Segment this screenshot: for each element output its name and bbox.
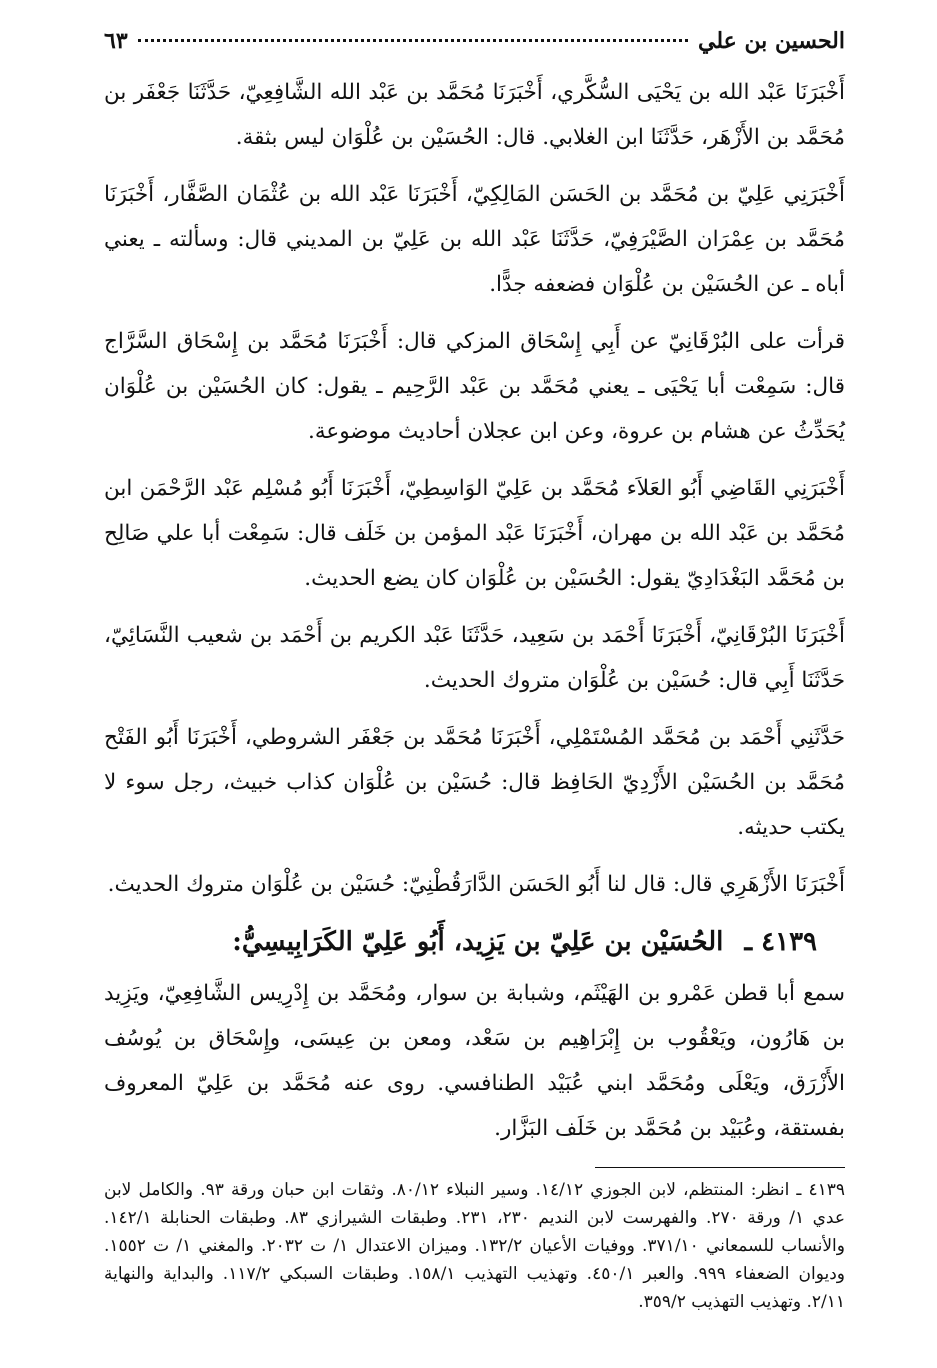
paragraph: أَخْبَرَنَا البُرْقَانِيّ، أَخْبَرَنَا أَحْمَد بن سَعِيد، حَدَّثَنَا عَبْد الكريم بن أَحْمَد بن شعيب النَّسَائِيّ، حَدَّثَنَا أَبِي قال: حُسَيْن بن عُلْوَان متروك الحديث. [104, 623, 845, 693]
paragraph: أَخْبَرَنَا عَبْد الله بن يَحْيَى السُّكَّري، أَخْبَرَنَا مُحَمَّد بن عَبْد الله الشَّافِعِيّ، حَدَّثَنَا جَعْفَر بن مُحَمَّد بن الأَزْهَر، حَدَّثَنَا ابن الغلابي. قال: الحُسَيْن بن عُلْوَان ليس بثقة. [104, 80, 845, 150]
entry-paragraph: سمع أبا قطن عَمْرو بن الهَيْثَم، وشبابة بن سوار، ومُحَمَّد بن إِدْرِيس الشَّافِعِيّ، ويَزِيد بن هَارُون، ويَعْقُوب بن إِبْرَاهِيم بن سَعْد، ومعن بن عِيسَى، وإِسْحَاق بن يُوسُف الأَزْرَق، ويَعْلَى ومُحَمَّد ابني عُبَيْد الطنافسي. روى عنه مُحَمَّد بن عَلِيّ المعروف بفستقة، وعُبَيْد بن مُحَمَّد بن خَلَف البَزَّار. [104, 981, 845, 1141]
footnote-divider [595, 1167, 845, 1168]
paragraph: أَخْبَرَنِي القَاضِي أَبُو العَلاَء مُحَمَّد بن عَلِيّ الوَاسِطِيّ، أَخْبَرَنَا أَبُو مُسْلِم عَبْد الرَّحْمَن ابن مُحَمَّد بن عَبْد الله بن مهران، أَخْبَرَنَا عَبْد المؤمن بن خَلَف قال: سَمِعْت أبا علي صَالِح بن مُحَمَّد البَغْدَادِيّ يقول: الحُسَيْن بن عُلْوَان كان يضع الحديث. [104, 476, 845, 591]
running-head [104, 28, 845, 70]
footnote: ٤١٣٩ ـ انظر: المنتظم، لابن الجوزي ١٤/١٢. وسير النبلاء ٨٠/١٢. وثقات ابن حبان ورقة ٩٣. والكامل لابن عدي ١/ ورقة ٢٧٠. والفهرست لابن النديم ٢٣٠، ٢٣١. وطبقات الشيرازي ٨٣. وطبقات الحنابلة ١٤٢/١. والأنساب للسمعاني ٣٧١/١٠. ووفيات الأعيان ١٣٢/٢. وميزان الاعتدال ١/ ت ٢٠٣٢. والمغني ١/ ت ١٥٥٢. وديوان الضعفاء ٩٩٩. والعبر ٤٥٠/١. وتهذيب التهذيب ١٥٨/١. وطبقات السبكي ١١٧/٢. والبداية والنهاية ٢/١١. وتهذيب التهذيب ٣٥٩/٢. [104, 1180, 845, 1312]
page-number: ٦٣ [104, 28, 128, 54]
entry-number: ٤١٣٩ ـ [744, 927, 817, 957]
leader-dots [138, 39, 688, 42]
paragraph: أَخْبَرَنِي عَلِيّ بن مُحَمَّد بن الحَسَن المَالِكِيّ، أَخْبَرَنَا عَبْد الله بن عُثْمَان الصَّفَّار، أَخْبَرَنَا مُحَمَّد بن عِمْرَان الصَّيْرَفِيّ، حَدَّثَنَا عَبْد الله بن عَلِيّ بن المديني قال: وسألته ـ يعني أباه ـ عن الحُسَيْن بن عُلْوَان فضعفه جدًّا. [104, 182, 845, 297]
entry-heading [104, 919, 817, 965]
paragraph: قرأت على البُرْقَانِيّ عن أَبِي إِسْحَاق المزكي قال: أَخْبَرَنَا مُحَمَّد بن إِسْحَاق السَّرَّاج قال: سَمِعْت أبا يَحْيَى ـ يعني مُحَمَّد بن عَبْد الرَّحِيم ـ يقول: كان الحُسَيْن بن عُلْوَان يُحَدِّثُ عن هشام بن عروة، وعن ابن عجلان أحاديث موضوعة. [104, 329, 845, 444]
paragraph: حَدَّثَنِي أَحْمَد بن مُحَمَّد المُسْتَمْلِي، أَخْبَرَنَا مُحَمَّد بن جَعْفَر الشروطي، أَخْبَرَنَا أَبُو الفَتْح مُحَمَّد بن الحُسَيْن الأَزْدِيّ الحَافِظ قال: حُسَيْن بن عُلْوَان كذاب خبيث، رجل سوء لا يكتب حديثه. [104, 725, 845, 840]
running-head-title: الحسين بن علي [698, 28, 845, 54]
entry-title: الحُسَيْن بن عَلِيّ بن يَزِيد، أَبُو عَلِيّ الكَرَابِيسِيُّ: [232, 927, 724, 957]
paragraph: أَخْبَرَنَا الأَزْهَرِي قال: قال لنا أَبُو الحَسَن الدَّارَقُطْنِيّ: حُسَيْن بن عُلْوَان متروك الحديث. [107, 872, 845, 897]
